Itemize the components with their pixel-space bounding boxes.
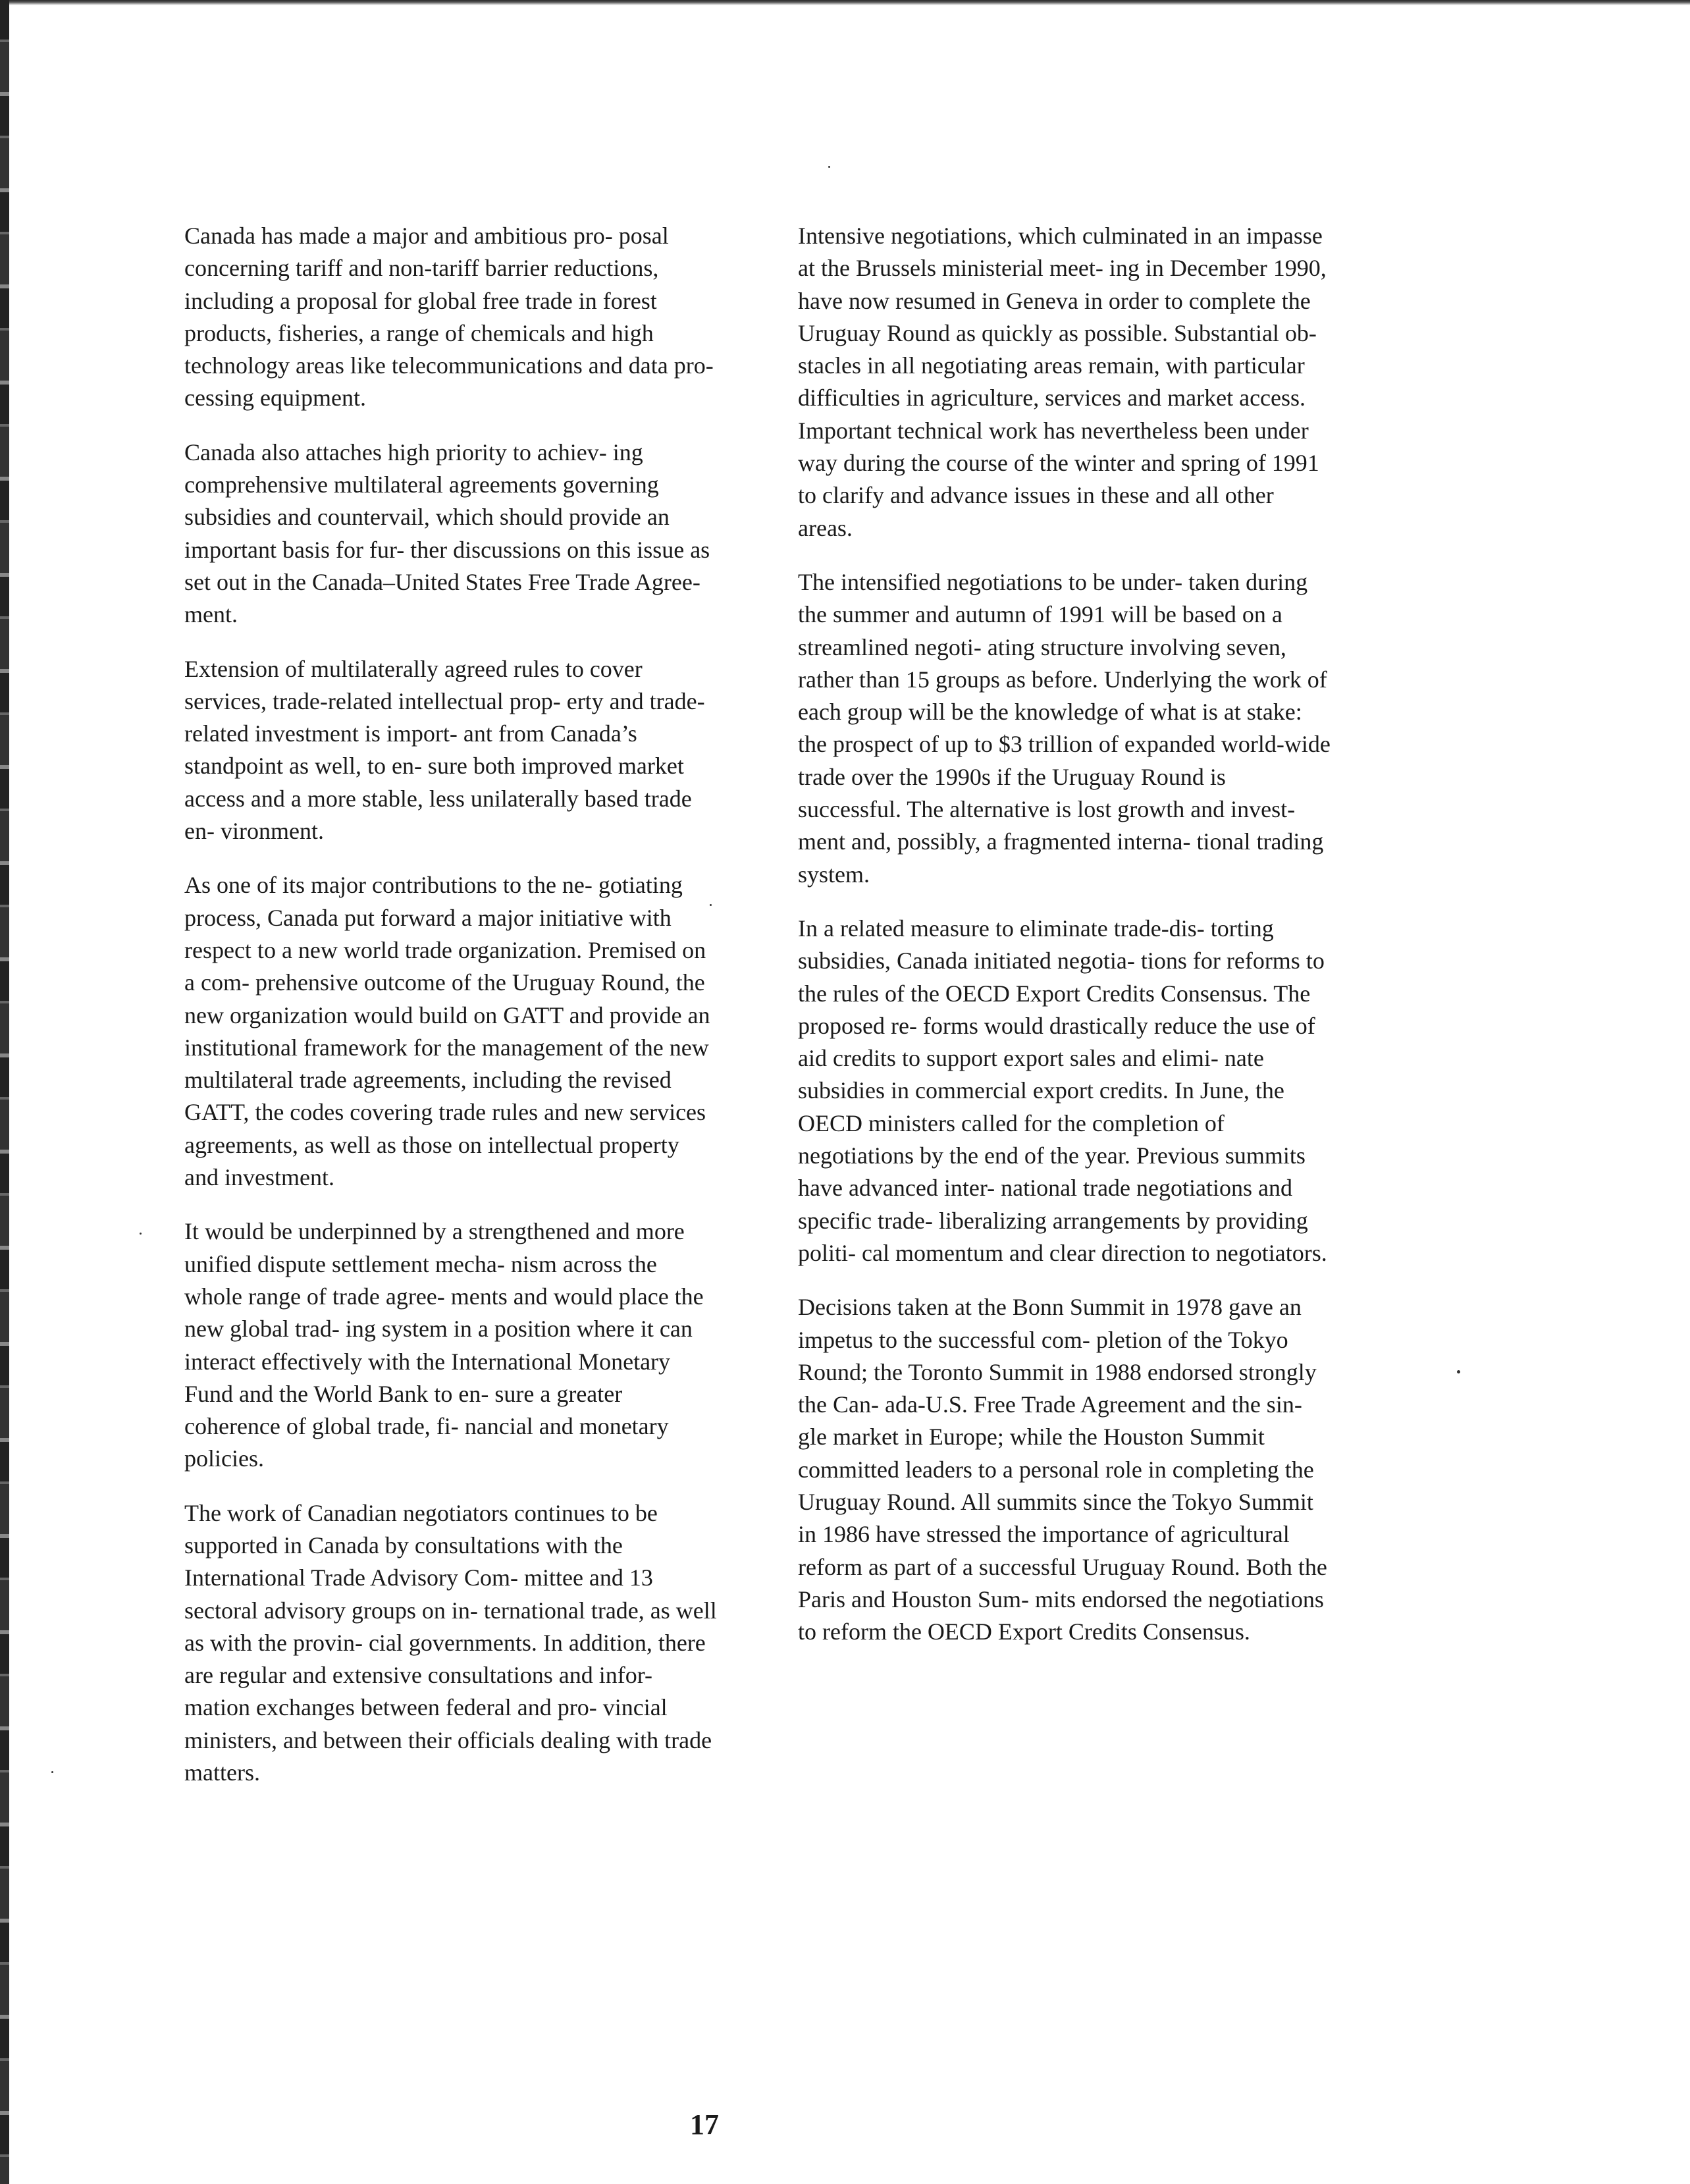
- paragraph: In a related measure to eliminate trade-dis- torting subsidies, Canada initiated negotia- tions for reforms to the rules of the OECD Export Credits Consensus. The proposed re- forms would drastically reduce the use of aid credits to support export sales and elimi- nate subsidies in commercial export credits. In June, the OECD ministers called for the completion of negotiations by the end of the year. Previous summits have advanced inter- national trade negotiations and specific trade- liberalizing arrangements by providing politi- cal momentum and clear direction to negotiators.: [798, 915, 1327, 1266]
- scan-speck: [828, 166, 830, 168]
- paragraph: It would be underpinned by a strengthened and more unified dispute settlement mecha- nism across the whole range of trade agree- ments and would place the new global trad- ing system in a position where it can interact effectively with the International Monetary Fund and the World Bank to en- sure a greater coherence of global trade, fi- nancial and monetary policies.: [184, 1218, 704, 1472]
- scan-left-edge: [0, 0, 9, 2184]
- scan-speck: [140, 1233, 142, 1235]
- right-column: [798, 220, 1331, 1670]
- paragraph: The intensified negotiations to be under- taken during the summer and autumn of 1991 will be based on a streamlined negoti- ating structure involving seven, rather than 15 groups as before. Underlying the work of each group will be the knowledge of what is at stake: the prospect of up to $3 trillion of expanded world-wide trade over the 1990s if the Uruguay Round is successful. The alternative is lost growth and invest- ment and, possibly, a fragmented interna- tional trading system.: [798, 568, 1331, 888]
- paragraph: The work of Canadian negotiators continues to be supported in Canada by consultations with the International Trade Advisory Com- mittee and 13 sectoral advisory groups on in- ternational trade, as well as with the provin- cial governments. In addition, there are regular and extensive consultations and infor- mation exchanges between federal and pro- vincial ministers, and between their officials dealing with trade matters.: [184, 1499, 717, 1786]
- paragraph: Canada also attaches high priority to achiev- ing comprehensive multilateral agreements governing subsidies and countervail, which should provide an important basis for fur- ther discussions on this issue as set out in the Canada–United States Free Trade Agree- ment.: [184, 439, 710, 628]
- paragraph: Intensive negotiations, which culminated in an impasse at the Brussels ministerial meet- ing in December 1990, have now resumed in Geneva in order to complete the Uruguay Round as quickly as possible. Substantial ob- stacles in all negotiating areas remain, with particular difficulties in agriculture, services and market access. Important technical work has nevertheless been under way during the course of the winter and spring of 1991 to clarify and advance issues in these and all other areas.: [798, 223, 1327, 541]
- scan-top-edge: [0, 0, 1690, 5]
- scan-speck: [51, 1771, 53, 1773]
- paragraph: Extension of multilaterally agreed rules to cover services, trade-related intellectual prop- erty and trade-related investment is import- ant from Canada’s standpoint as well, to en- sure both improved market access and a more stable, less unilaterally based trade en- vironment.: [184, 655, 705, 845]
- paragraph: Canada has made a major and ambitious pro- posal concerning tariff and non-tariff barrier reductions, including a proposal for global free trade in forest products, fisheries, a range of chemicals and high technology areas like telecommunications and data pro- cessing equipment.: [184, 223, 714, 412]
- page-number: 17: [690, 2108, 719, 2141]
- left-column: [184, 220, 718, 1811]
- paragraph: As one of its major contributions to the ne- gotiating process, Canada put forward a major initiative with respect to a new world trade organization. Premised on a com- prehensive outcome of the Uruguay Round, the new organization would build on GATT and provide an institutional framework for the management of the new multilateral trade agreements, including the revised GATT, the codes covering trade rules and new services agreements, as well as those on intellectual property and investment.: [184, 872, 710, 1191]
- scan-speck: [1457, 1370, 1460, 1373]
- scan-speck: [710, 904, 712, 906]
- paragraph: Decisions taken at the Bonn Summit in 1978 gave an impetus to the successful com- pletion of the Tokyo Round; the Toronto Summit in 1988 endorsed strongly the Can- ada-U.S. Free Trade Agreement and the sin- gle market in Europe; while the Houston Summit committed leaders to a personal role in completing the Uruguay Round. All summits since the Tokyo Summit in 1986 have stressed the importance of agricultural reform as part of a successful Uruguay Round. Both the Paris and Houston Sum- mits endorsed the negotiations to reform the OECD Export Credits Consensus.: [798, 1294, 1327, 1645]
